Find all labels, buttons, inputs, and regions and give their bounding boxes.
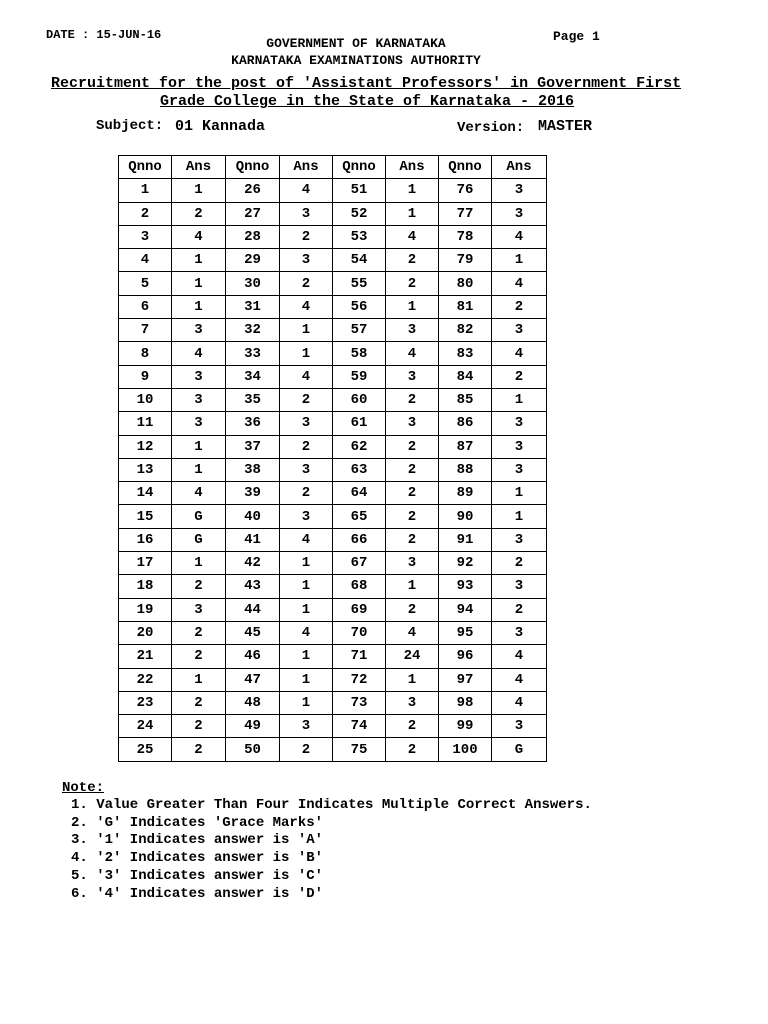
version-label: Version: (457, 120, 525, 136)
question-number-cell: 11 (119, 412, 172, 435)
question-number-cell: 86 (439, 412, 492, 435)
answer-cell: 2 (492, 365, 547, 388)
question-number-cell: 87 (439, 435, 492, 458)
question-number-cell: 99 (439, 715, 492, 738)
question-number-cell: 2 (119, 202, 172, 225)
table-row (119, 202, 547, 225)
note-item: 3. '1' Indicates answer is 'A' (71, 832, 324, 849)
answer-cell: 1 (280, 319, 333, 342)
answer-cell: 4 (172, 342, 226, 365)
answer-cell: 3 (280, 715, 333, 738)
question-number-cell: 53 (333, 225, 386, 248)
question-number-cell: 18 (119, 575, 172, 598)
question-number-cell: 1 (119, 179, 172, 202)
question-number-cell: 24 (119, 715, 172, 738)
table-row (119, 225, 547, 248)
question-number-cell: 84 (439, 365, 492, 388)
table-row (119, 272, 547, 295)
answer-cell: 3 (386, 552, 439, 575)
answer-cell: 2 (492, 552, 547, 575)
title-line-1: Recruitment for the post of 'Assistant Professors' in Government First (51, 75, 682, 92)
note-item: 4. '2' Indicates answer is 'B' (71, 850, 324, 867)
table-row (119, 668, 547, 691)
column-header: Ans (172, 156, 226, 179)
question-number-cell: 21 (119, 645, 172, 668)
question-number-cell: 57 (333, 319, 386, 342)
answer-cell: 3 (172, 412, 226, 435)
question-number-cell: 80 (439, 272, 492, 295)
answer-cell: 3 (280, 249, 333, 272)
answer-cell: 1 (386, 668, 439, 691)
answer-cell: 1 (492, 505, 547, 528)
question-number-cell: 39 (226, 482, 280, 505)
answer-cell: 2 (386, 598, 439, 621)
answer-cell: 3 (492, 575, 547, 598)
answer-cell: 2 (280, 482, 333, 505)
question-number-cell: 82 (439, 319, 492, 342)
answer-cell: 4 (492, 342, 547, 365)
question-number-cell: 7 (119, 319, 172, 342)
answer-cell: 4 (172, 482, 226, 505)
note-item: 1. Value Greater Than Four Indicates Multiple Correct Answers. (71, 797, 592, 813)
table-row (119, 715, 547, 738)
table-row (119, 738, 547, 761)
answer-cell: 1 (280, 342, 333, 365)
question-number-cell: 91 (439, 528, 492, 551)
question-number-cell: 71 (333, 645, 386, 668)
question-number-cell: 41 (226, 528, 280, 551)
question-number-cell: 79 (439, 249, 492, 272)
answer-cell: 2 (386, 249, 439, 272)
answer-cell: 4 (386, 621, 439, 644)
answer-cell: 24 (386, 645, 439, 668)
note-heading: Note: (62, 780, 105, 796)
question-number-cell: 13 (119, 458, 172, 481)
question-number-cell: 48 (226, 691, 280, 714)
question-number-cell: 88 (439, 458, 492, 481)
question-number-cell: 20 (119, 621, 172, 644)
question-number-cell: 26 (226, 179, 280, 202)
answer-cell: 1 (280, 645, 333, 668)
column-header: Ans (280, 156, 333, 179)
question-number-cell: 37 (226, 435, 280, 458)
answer-cell: 4 (492, 645, 547, 668)
answer-cell: 2 (172, 202, 226, 225)
answer-cell: 1 (492, 482, 547, 505)
notes-list (71, 797, 592, 903)
question-number-cell: 23 (119, 691, 172, 714)
table-row (119, 179, 547, 202)
question-number-cell: 15 (119, 505, 172, 528)
answer-cell: 4 (386, 342, 439, 365)
answer-cell: 2 (172, 715, 226, 738)
answer-cell: 1 (492, 249, 547, 272)
question-number-cell: 19 (119, 598, 172, 621)
question-number-cell: 17 (119, 552, 172, 575)
question-number-cell: 38 (226, 458, 280, 481)
question-number-cell: 96 (439, 645, 492, 668)
table-row (119, 645, 547, 668)
answer-cell: 1 (280, 691, 333, 714)
question-number-cell: 98 (439, 691, 492, 714)
answer-cell: 3 (386, 319, 439, 342)
answer-cell: 3 (492, 435, 547, 458)
question-number-cell: 93 (439, 575, 492, 598)
question-number-cell: 33 (226, 342, 280, 365)
table-row (119, 435, 547, 458)
answer-cell: 2 (386, 505, 439, 528)
question-number-cell: 43 (226, 575, 280, 598)
question-number-cell: 63 (333, 458, 386, 481)
question-number-cell: 74 (333, 715, 386, 738)
answer-cell: G (492, 738, 547, 761)
answer-cell: 2 (492, 295, 547, 318)
question-number-cell: 70 (333, 621, 386, 644)
answer-cell: 4 (280, 365, 333, 388)
answer-cell: 1 (172, 552, 226, 575)
answer-cell: 2 (386, 388, 439, 411)
answer-cell: 1 (172, 179, 226, 202)
question-number-cell: 44 (226, 598, 280, 621)
answer-cell: 1 (280, 598, 333, 621)
question-number-cell: 68 (333, 575, 386, 598)
question-number-cell: 85 (439, 388, 492, 411)
answer-cell: 3 (280, 202, 333, 225)
question-number-cell: 97 (439, 668, 492, 691)
table-row (119, 505, 547, 528)
answer-cell: 2 (172, 645, 226, 668)
question-number-cell: 78 (439, 225, 492, 248)
subject-value: 01 Kannada (175, 118, 266, 135)
question-number-cell: 64 (333, 482, 386, 505)
table-row (119, 365, 547, 388)
answer-cell: 3 (492, 621, 547, 644)
question-number-cell: 6 (119, 295, 172, 318)
version-value: MASTER (538, 118, 593, 135)
answer-cell: 2 (280, 225, 333, 248)
answer-cell: 3 (172, 319, 226, 342)
question-number-cell: 83 (439, 342, 492, 365)
question-number-cell: 31 (226, 295, 280, 318)
question-number-cell: 67 (333, 552, 386, 575)
question-number-cell: 16 (119, 528, 172, 551)
table-row (119, 691, 547, 714)
answer-cell: 3 (172, 598, 226, 621)
answer-cell: 3 (386, 412, 439, 435)
column-header: Qnno (439, 156, 492, 179)
answer-cell: 2 (386, 738, 439, 761)
answer-cell: 2 (172, 691, 226, 714)
answer-cell: 2 (386, 715, 439, 738)
answer-cell: 4 (172, 225, 226, 248)
answer-cell: 3 (492, 458, 547, 481)
answer-cell: 4 (280, 621, 333, 644)
answer-cell: 4 (492, 691, 547, 714)
table-row (119, 458, 547, 481)
question-number-cell: 94 (439, 598, 492, 621)
answer-cell: 4 (386, 225, 439, 248)
answer-cell: 4 (280, 179, 333, 202)
answer-cell: 4 (492, 225, 547, 248)
table-row (119, 249, 547, 272)
column-header: Qnno (119, 156, 172, 179)
question-number-cell: 3 (119, 225, 172, 248)
question-number-cell: 50 (226, 738, 280, 761)
answer-cell: 2 (386, 482, 439, 505)
question-number-cell: 55 (333, 272, 386, 295)
answer-key-table (118, 155, 547, 762)
answer-cell: 2 (386, 458, 439, 481)
answer-cell: 4 (280, 528, 333, 551)
question-number-cell: 90 (439, 505, 492, 528)
column-header: Qnno (226, 156, 280, 179)
question-number-cell: 66 (333, 528, 386, 551)
authority-heading: KARNATAKA EXAMINATIONS AUTHORITY (231, 53, 481, 68)
question-number-cell: 25 (119, 738, 172, 761)
answer-cell: 1 (280, 668, 333, 691)
question-number-cell: 73 (333, 691, 386, 714)
title-line-2: Grade College in the State of Karnataka - 2016 (159, 93, 575, 110)
question-number-cell: 69 (333, 598, 386, 621)
note-item: 2. 'G' Indicates 'Grace Marks' (71, 814, 324, 831)
column-header: Ans (386, 156, 439, 179)
question-number-cell: 59 (333, 365, 386, 388)
question-number-cell: 51 (333, 179, 386, 202)
answer-cell: 2 (280, 738, 333, 761)
table-row (119, 575, 547, 598)
answer-cell: 2 (280, 272, 333, 295)
answer-cell: 1 (280, 575, 333, 598)
answer-cell: 3 (172, 388, 226, 411)
answer-cell: 2 (172, 738, 226, 761)
table-row (119, 388, 547, 411)
question-number-cell: 9 (119, 365, 172, 388)
question-number-cell: 46 (226, 645, 280, 668)
table-row (119, 621, 547, 644)
answer-cell: 1 (172, 272, 226, 295)
table-row (119, 342, 547, 365)
subject-label: Subject: (96, 118, 164, 134)
question-number-cell: 60 (333, 388, 386, 411)
answer-cell: 2 (386, 435, 439, 458)
answer-cell: 3 (280, 458, 333, 481)
question-number-cell: 40 (226, 505, 280, 528)
answer-cell: 4 (492, 668, 547, 691)
answer-cell: 1 (280, 552, 333, 575)
question-number-cell: 10 (119, 388, 172, 411)
question-number-cell: 8 (119, 342, 172, 365)
answer-cell: 2 (280, 388, 333, 411)
answer-cell: 3 (492, 319, 547, 342)
table-row (119, 528, 547, 551)
answer-cell: 1 (386, 179, 439, 202)
question-number-cell: 32 (226, 319, 280, 342)
answer-cell: 1 (172, 458, 226, 481)
question-number-cell: 45 (226, 621, 280, 644)
answer-cell: 4 (492, 272, 547, 295)
question-number-cell: 36 (226, 412, 280, 435)
answer-cell: 3 (172, 365, 226, 388)
column-header: Ans (492, 156, 547, 179)
question-number-cell: 61 (333, 412, 386, 435)
column-header: Qnno (333, 156, 386, 179)
question-number-cell: 14 (119, 482, 172, 505)
note-item: 5. '3' Indicates answer is 'C' (71, 867, 324, 884)
question-number-cell: 92 (439, 552, 492, 575)
government-heading: GOVERNMENT OF KARNATAKA (266, 36, 446, 51)
answer-cell: G (172, 528, 226, 551)
question-number-cell: 54 (333, 249, 386, 272)
question-number-cell: 12 (119, 435, 172, 458)
question-number-cell: 35 (226, 388, 280, 411)
question-number-cell: 76 (439, 179, 492, 202)
table-row (119, 319, 547, 342)
answer-cell: 2 (386, 272, 439, 295)
question-number-cell: 75 (333, 738, 386, 761)
answer-cell: 3 (280, 412, 333, 435)
answer-cell: 1 (172, 435, 226, 458)
answer-cell: 1 (492, 388, 547, 411)
answer-cell: 3 (386, 691, 439, 714)
table-row (119, 412, 547, 435)
answer-cell: 1 (172, 295, 226, 318)
table-row (119, 482, 547, 505)
question-number-cell: 58 (333, 342, 386, 365)
question-number-cell: 27 (226, 202, 280, 225)
question-number-cell: 22 (119, 668, 172, 691)
question-number-cell: 34 (226, 365, 280, 388)
question-number-cell: 100 (439, 738, 492, 761)
answer-cell: 2 (280, 435, 333, 458)
question-number-cell: 5 (119, 272, 172, 295)
answer-cell: 2 (492, 598, 547, 621)
answer-cell: 1 (172, 668, 226, 691)
answer-cell: 2 (172, 621, 226, 644)
question-number-cell: 62 (333, 435, 386, 458)
table-header-row (119, 156, 547, 179)
question-number-cell: 30 (226, 272, 280, 295)
page-number: Page 1 (553, 29, 600, 44)
question-number-cell: 56 (333, 295, 386, 318)
date-label: DATE : 15-JUN-16 (46, 28, 162, 42)
question-number-cell: 4 (119, 249, 172, 272)
answer-cell: 3 (492, 528, 547, 551)
answer-cell: 1 (386, 295, 439, 318)
question-number-cell: 77 (439, 202, 492, 225)
answer-cell: 3 (492, 179, 547, 202)
answer-cell: 3 (386, 365, 439, 388)
question-number-cell: 95 (439, 621, 492, 644)
answer-cell: 4 (280, 295, 333, 318)
table-row (119, 598, 547, 621)
question-number-cell: 29 (226, 249, 280, 272)
question-number-cell: 81 (439, 295, 492, 318)
answer-cell: 3 (280, 505, 333, 528)
question-number-cell: 72 (333, 668, 386, 691)
question-number-cell: 28 (226, 225, 280, 248)
question-number-cell: 49 (226, 715, 280, 738)
answer-cell: G (172, 505, 226, 528)
answer-cell: 1 (386, 575, 439, 598)
question-number-cell: 47 (226, 668, 280, 691)
answer-cell: 2 (386, 528, 439, 551)
answer-cell: 3 (492, 412, 547, 435)
note-item: 6. '4' Indicates answer is 'D' (71, 885, 324, 902)
table-row (119, 295, 547, 318)
answer-cell: 1 (386, 202, 439, 225)
answer-cell: 2 (172, 575, 226, 598)
answer-cell: 1 (172, 249, 226, 272)
question-number-cell: 52 (333, 202, 386, 225)
question-number-cell: 65 (333, 505, 386, 528)
question-number-cell: 42 (226, 552, 280, 575)
question-number-cell: 89 (439, 482, 492, 505)
table-row (119, 552, 547, 575)
answer-cell: 3 (492, 715, 547, 738)
answer-cell: 3 (492, 202, 547, 225)
